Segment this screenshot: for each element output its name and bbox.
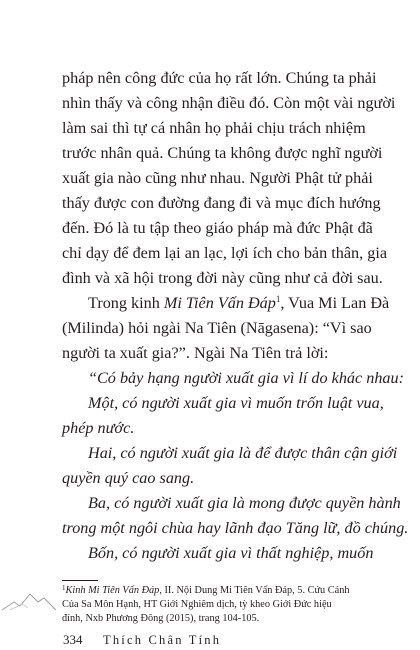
mountain-decoration-icon — [0, 580, 70, 620]
body-line: thấy được con đường đang đi và mục đích hướng — [62, 194, 381, 212]
quote-line: Một, có người xuất gia vì muốn trốn luật vua, — [88, 394, 384, 412]
body-line-with-footnote — [88, 293, 390, 313]
quote-line: Ba, có người xuất gia là mong được quyền hành — [88, 494, 401, 512]
book-title: Mi Tiên Vấn Đáp — [163, 294, 276, 312]
footnote-line — [62, 584, 350, 599]
footnote-mark: 1 — [62, 584, 66, 592]
body-line: (Milinda) hỏi ngài Na Tiên (Nāgasena): “Vì sao — [62, 319, 372, 337]
quote-line: Bốn, có người xuất gia vì thất nghiệp, muốn — [88, 544, 374, 562]
footnote-line: Của Sa Môn Hạnh, HT Giới Nghiêm dịch, tỳ kheo Giới Đức hiệu — [62, 599, 332, 610]
text: , II. Nội Dung Mi Tiên Vấn Đáp, 5. Cứu Cánh — [159, 585, 350, 596]
body-line: chỉ dạy để đem lại an lạc, lợi ích cho bản thân, gia — [62, 244, 387, 262]
text: , Vua Mi Lan Đà — [280, 294, 390, 312]
quote-line: Hai, có người xuất gia là để được thân cận giới — [88, 444, 398, 462]
running-footer-author: Thích Chân Tính — [103, 633, 222, 647]
body-line: pháp nên công đức của họ rất lớn. Chúng ta phải — [62, 69, 377, 87]
text: Trong kinh — [88, 294, 164, 312]
quote-line: quyền quý cao sang. — [62, 469, 195, 487]
quote-line: trong một ngôi chùa hay lãnh đạo Tăng lữ, đồ chúng. — [62, 519, 409, 537]
body-line: làm sai thì tự cá nhân họ phải chịu trách nhiệm — [62, 119, 366, 137]
body-line: xuất gia nào cũng như nhau. Người Phật tử phải — [62, 169, 373, 187]
quote-line: phép nước. — [62, 419, 135, 437]
body-line: đến. Đó là tu tập theo giáo pháp mà đức Phật đã — [62, 219, 373, 237]
body-line: người ta xuất gia?”. Ngài Na Tiên trả lời: — [62, 344, 329, 362]
footnote-marker: 1 — [275, 294, 281, 304]
footnote-line: đính, Nxb Phương Đông (2015), trang 104-105. — [62, 613, 260, 624]
body-line: đình và xã hội trong đời này cũng như cả đời sau. — [62, 269, 383, 287]
page-number: 334 — [63, 632, 83, 647]
body-line: nhìn thấy và công nhận điều đó. Còn một vài người — [62, 94, 396, 112]
footnote-title: Kinh Mi Tiên Vấn Đáp — [65, 585, 160, 596]
body-line: trước nhân quả. Chúng ta không được nghĩ người — [62, 144, 383, 162]
quote-line: “Có bảy hạng người xuất gia vì lí do khác nhau: — [88, 369, 405, 387]
